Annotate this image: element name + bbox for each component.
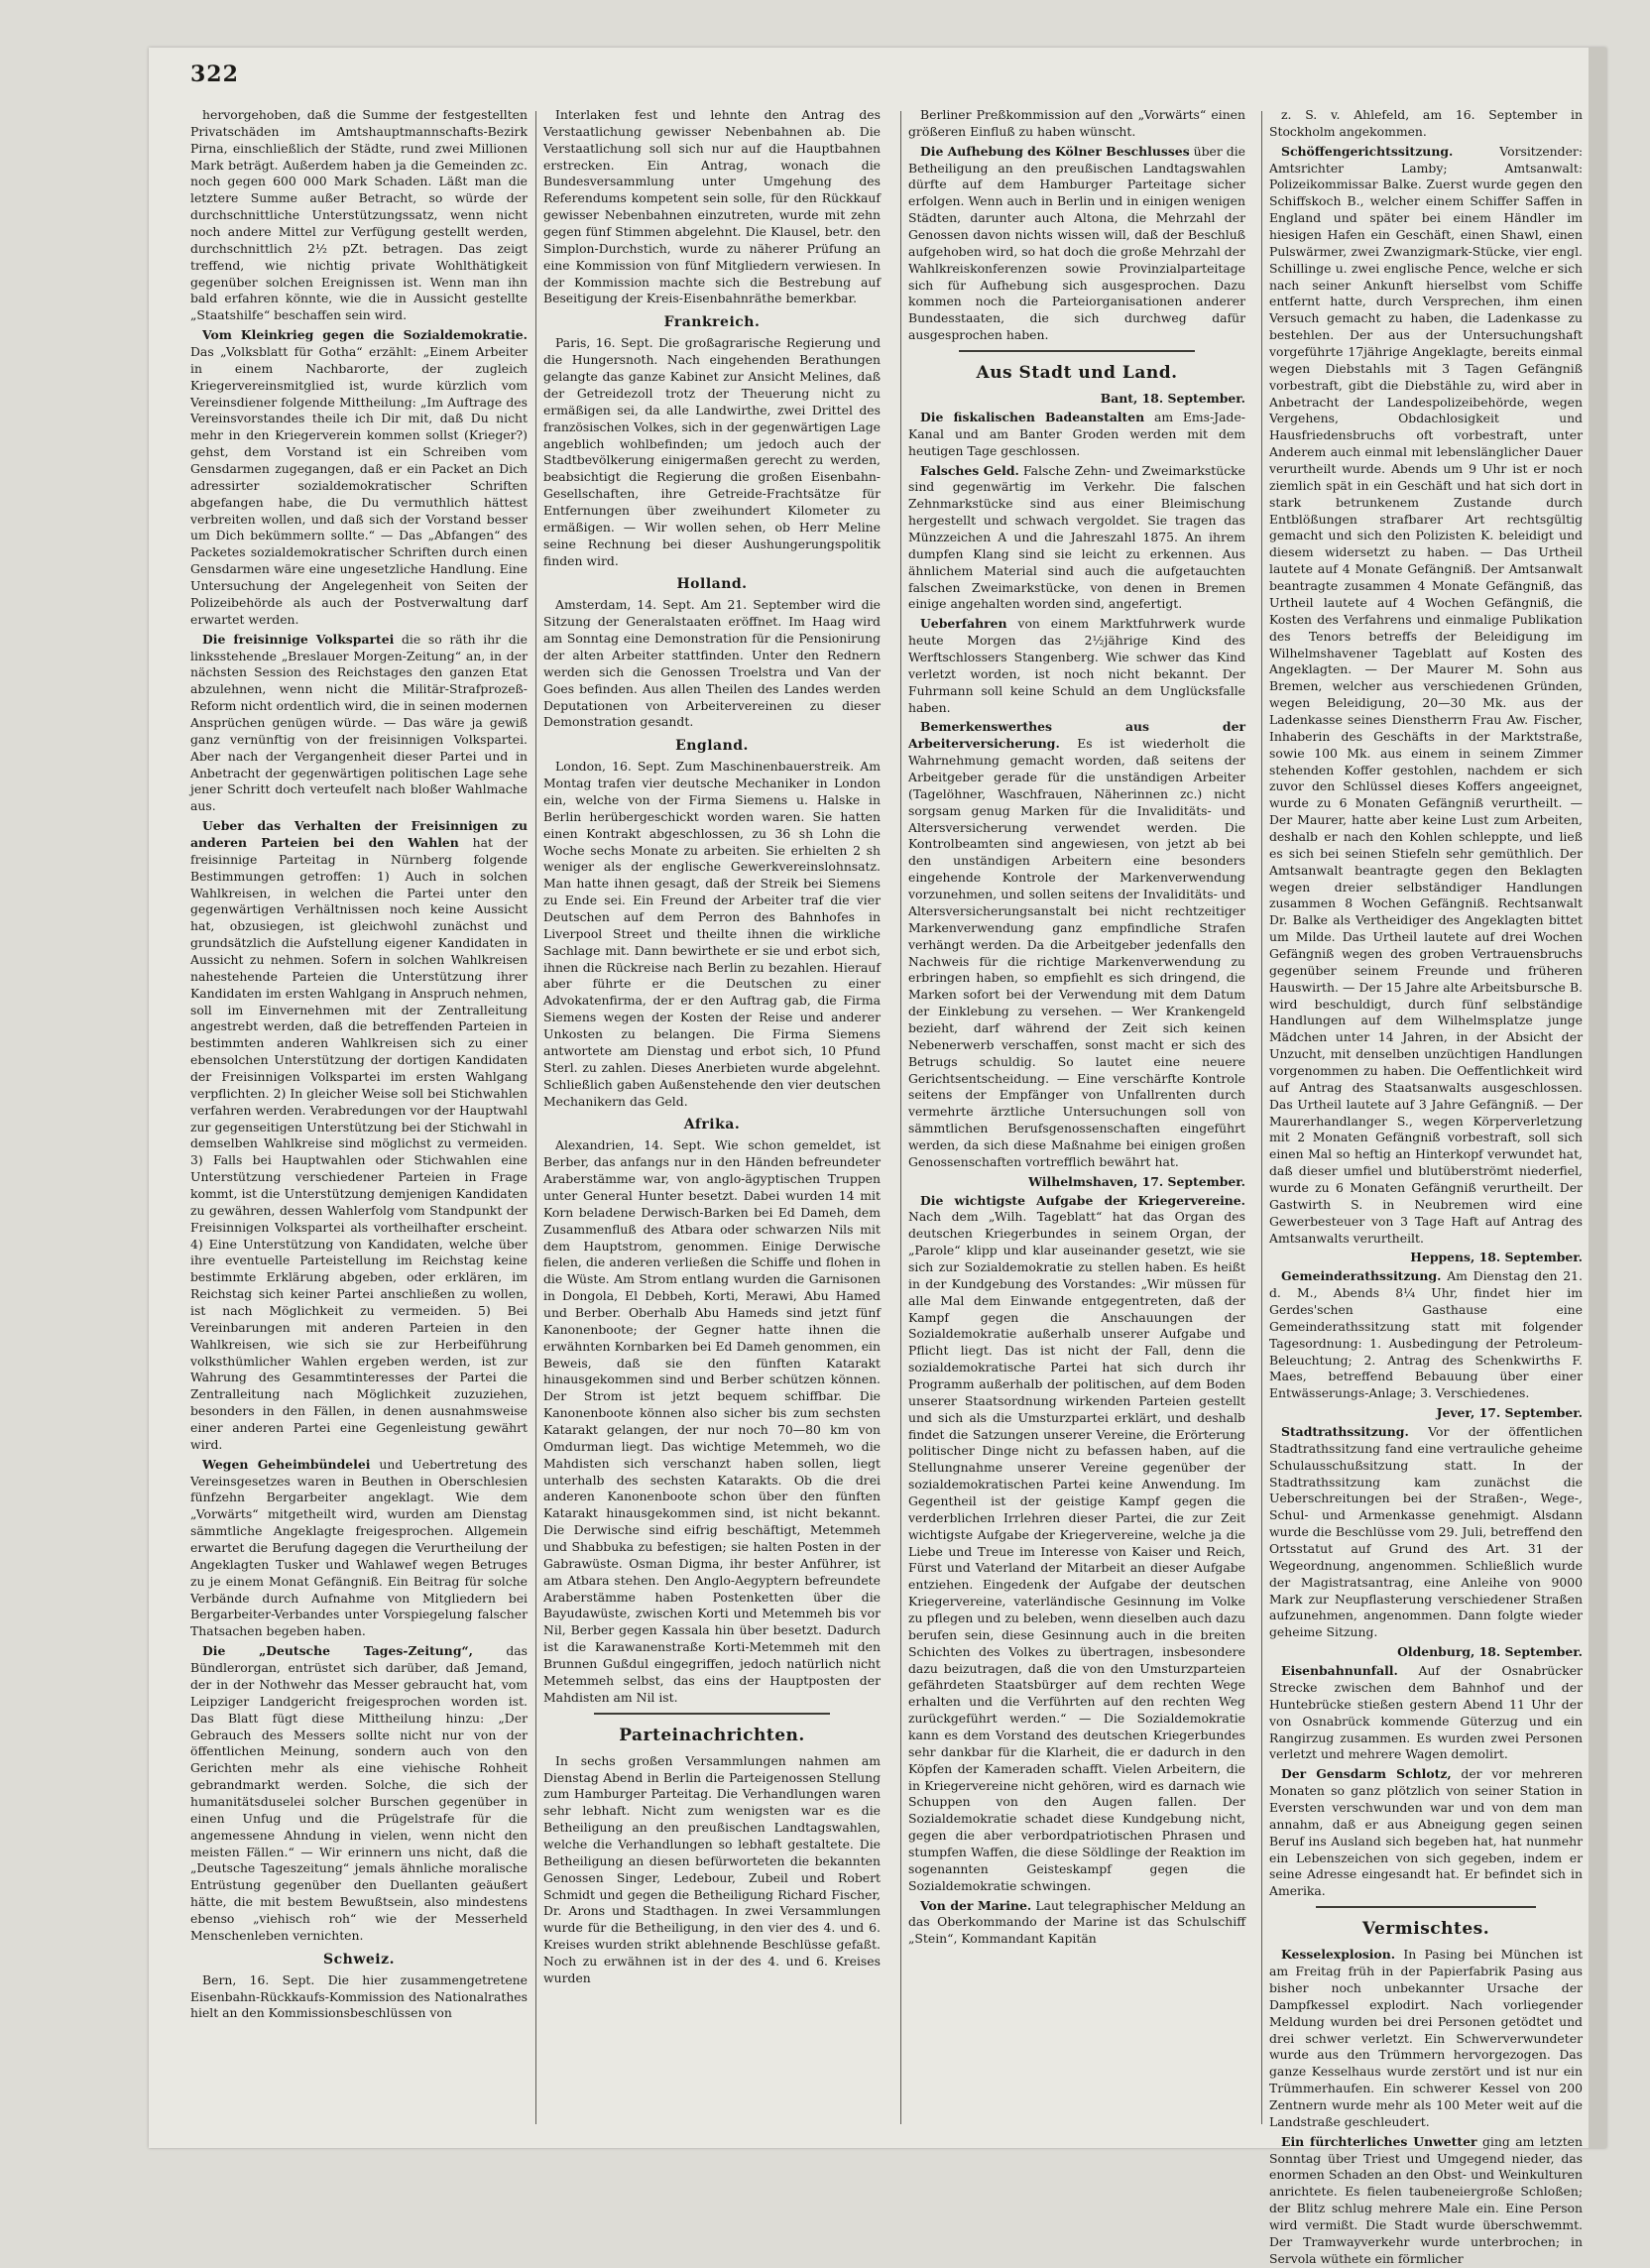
section-heading: Schweiz. [323,1951,395,1968]
item-lead: Ueber das Verhalten der Freisinnigen zu anderen Parteien bei den Wahlen [190,818,528,850]
news-item: Die wichtigste Aufgabe der Kriegervereine. Nach dem „Wilh. Tageblatt“ hat das Organ des deutschen Kriegerbundes in seinem Organ, der „Parole“ klipp und klar auseinander gesetzt, wie sie sich zur Sozialdemokratie zu stellen haben. Es heißt in der Kundgebung des Vorstandes: „Wir müssen für alle Mal dem Einwande entgegentreten, daß der Kampf gegen die Anschauungen der Sozialdemokratie außerhalb unserer Aufgabe und Pflicht liegt. Das ist nicht der Fall, denn die sozialdemokratische Partei hat sich durch ihr Programm außerhalb der politischen, auf dem Boden unserer Staatsordnung wirkenden Parteien gestellt und sich als die Umsturzpartei erklärt, und deshalb findet die Satzungen unserer Vereine, die Erörterung politischer Dinge nicht zu befassen haben, auf die Stellungnahme unserer Vereine gegenüber der sozialdemokratischen Partei keine Anwendung. Im Gegentheil ist der geistige Kampf gegen die verderblichen Irrlehren dieser Partei, die zur Zeit wichtigste Aufgabe der Kriegervereine, welche ja die Liebe und Treue im Interesse von Kaiser und Reich, Fürst und Vaterland der Mitarbeit an dieser Aufgabe entziehen. Eingedenk der Aufgabe der deutschen Kriegervereine, vaterländische Gesinnung im Volke zu pflegen und zu beleben, wenn dieselben auch dazu berufen sein, diese Gesinnung auch in die breiten Schichten des Volkes zu übertragen, insbesondere dazu beizutragen, daß die von den Umsturzparteien gefährdeten Staatsbürger auf dem rechten Wege erhalten und die Verführten auf den rechten Weg zurückgeführt werden.“ — Die Sozialdemokratie kann es dem Vorstand des deutschen Kriegerbundes sehr dankbar für die Klarheit, die er dadurch in den Köpfen der Kameraden schafft. Vielen Arbeitern, die in Kriegervereine nicht gehören, wird es darnach wie Schuppen von den Augen fallen. Der Sozialdemokratie schadet diese Kundgebung nicht, gegen die aber verbordpatriotischen Phrasen und stumpfen Waffen, die diese Söldlinge der Reaktion im sogenannten Geisteskampf gegen die Sozialdemokratie schwingen. [908,1192,1245,1893]
item-lead: Die fiskalischen Badeanstalten [920,410,1145,424]
news-item: Ueber das Verhalten der Freisinnigen zu anderen Parteien bei den Wahlen hat der freisinnige Parteitag in Nürnberg folgende Bestimmungen getroffen: 1) Auch in solchen Wahlkreisen, in welchen die Partei unter den gegenwärtigen Verhältnissen noch keine Aussicht hat, obzusiegen, ist gleichwohl zunächst und grundsätzlich die Aufstellung eigener Kandidaten in Aussicht zu nehmen. Sofern in solchen Wahlkreisen nahestehende Parteien die Unterstützung ihrer Kandidaten im ersten Wahlgang in Anspruch nehmen, soll im Einvernehmen mit der Zentralleitung angestrebt werden, daß die betreffenden Parteien in bestimmten anderen Wahlkreisen sich zu einer ebensolchen Unterstützung der dortigen Kandidaten der Freisinnigen Volkspartei im ersten Wahlgang verpflichten. 2) In gleicher Weise soll bei Stichwahlen verfahren werden. Verabredungen vor der Hauptwahl zur gegenseitigen Unterstützung bei der Stichwahl in demselben Wahlkreise sind möglichst zu vermeiden. 3) Falls bei Hauptwahlen oder Stichwahlen eine Unterstützung verschiedener Parteien in Frage kommt, ist die Unterstützung demjenigen Kandidaten zu gewähren, dessen Wahlerfolg vom Standpunkt der Freisinnigen Volkspartei als vortheilhafter erscheint. 4) Eine Unterstützung von Kandidaten, welche über ihre eventuelle Parteistellung im Reichstag keine bestimmte Erklärung abgeben, oder erklären, im Reichstag sich keiner Partei anschließen zu wollen, ist nach Möglichkeit zu vermeiden. 5) Bei Vereinbarungen mit anderen Parteien in den Wahlkreisen, wie sich sie zur Herbeiführung volksthümlicher Wahlen ergeben werden, ist zur Wahrung des Gesammtinteresses der Partei die Zentralleitung nach Möglichkeit zuzuziehen, besonders in den Fällen, in denen ausnahmsweise einer anderen Partei eine Gegenleistung gewährt wird. [190,818,528,1452]
item-lead: Ueberfahren [920,616,1007,632]
news-item: Schöffengerichtssitzung. Vorsitzender: Amtsrichter Lamby; Amtsanwalt: Polizeikommissar Balke. Zuerst wurde gegen den Schiffskoch B., welcher einem Schiffer Saffen in England und später bei einem Händler im hiesigen Hafen ein Geschäft, einen Shawl, einen Pulswärmer, zwei Zwanzigmark-Stücke, vier engl. Schillinge u. zwei englische Pence, welche er sich nach seiner Ankunft hierselbst vom Schiffe entfernt hatte, durch Versprechen, ihm einen Versuch gemacht zu haben, die Ladenkasse zu bestehlen. Der aus der Untersuchungshaft vorgeführte 17jährige Angeklagte, bereits einmal wegen Diebstahls mit 3 Tagen Gefängniß vorbestraft, gibt die Diebstähle zu, wird aber in Anbetracht der Landespolizeibehörde, wegen Vergehens, Obdachlosigkeit und Hausfriedensbruchs oft vorbestraft, unter Anderem auch einmal mit lebenslänglicher Dauer verurtheilt wurde. Abends um 9 Uhr ist er noch ziemlich spät in ein Geschäft und hat sich dort in stark betrunkenem Zustande durch Entblößungen strafbarer Art rechtsgültig gemacht und sich den Polizisten K. beleidigt und diesem widersetzt zu haben. — Das Urtheil lautete auf 4 Monate Gefängniß. Der Amtsanwalt beantragte zusammen 4 Monate Gefängniß, das Urtheil lautete auf 4 Wochen Gefängniß, die Kosten des Verfahrens und einmalige Publikation des Tenors betreffs der Beleidigung im Wilhelmshavener Tageblatt auf Kosten des Angeklagten. — Der Maurer M. Sohn aus Bremen, welcher aus verschiedenen Gründen, wegen Beleidigung, 20—30 Mk. aus der Ladenkasse seines Dienstherrn Frau Aw. Fischer, Inhaberin des Geschäfts in der Marktstraße, sowie 100 Mk. aus einem in seinem Zimmer stehenden Koffer gestohlen, nachdem er sich zuvor den Schlüssel dieses Koffers angeeignet, wurde zu 6 Monaten Gefängniß verurtheilt. — Der Maurer, hatte aber keine Lust zum Arbeiten, deshalb er nach den Kohlen schleppte, und ließ es sich bei seinen Stiefeln sehr gemüthlich. Der Amtsanwalt beantragte gegen den Beklagten wegen dreier selbständiger Handlungen zusammen 8 Wochen Gefängniß. Rechtsanwalt Dr. Balke als Vertheidiger des Angeklagten bittet um Milde. Das Urtheil lautete auf drei Wochen Gefängniß wegen des groben Vertrauensbruchs gegenüber seinem Freunde und früheren Hauswirth. — Der 15 Jahre alte Arbeitsbursche B. wird beschuldigt, durch fünf selbständige Handlungen auf dem Wilhelmsplatze junge Mädchen unter 14 Jahren, in der Absicht der Unzucht, mit denselben unzüchtigen Handlungen vorgenommen zu haben. Die Oeffentlichkeit wird auf Antrag des Staatsanwalts ausgeschlossen. Das Urtheil lautete auf 3 Jahre Gefängniß. — Der Maurerhandlanger S., wegen Körperverletzung mit 2 Monaten Gefängniß vorbestraft, soll sich einen Mal so heftig an Hinterkopf verwundet hat, daß dieser umfiel und blutüberströmt niederfiel, wurde zu 6 Monaten Gefängniß verurtheilt. Der Gastwirth S. in Neubremen wird eine Gewerbesteuer von 3 Tage Haft auf Antrag des Amtsanwalts verurtheilt. [1269,143,1583,1246]
paragraph: Alexandrien, 14. Sept. Wie schon gemeldet, ist Berber, das anfangs nur in den Händen befreundeter Araberstämme war, von anglo-ägyptischen Truppen unter General Hunter besetzt. Dabei wurden 14 mit Korn beladene Derwisch-Barken bei Ed Dameh, dem Zusammenfluß des Atbara oder schwarzen Nils mit dem Hauptstrom, genommen. Einige Derwische fielen, die anderen verließen die Schiffe und flohen in die Wüste. Am Strom entlang wurden die Garnisonen in Dongola, El Debbeh, Korti, Merawi, Abu Hamed und Berber. Oberhalb Abu Hameds sind jetzt fünf Kanonenboote; der Gegner hatte ihnen die erwähnten Kornbarken bei Ed Dameh genommen, ein Beweis, daß sie den fünften Katarakt hinausgekommen sind und Berber schützen können. Der Strom ist jetzt bequem schiffbar. Die Kanonenboote können also sicher bis zum sechsten Katarakt gelangen, der nur noch 70—80 km von Omdurman liegt. Das wichtige Metemmeh, wo die Mahdisten sich verschanzt haben sollen, liegt unterhalb des sechsten Katarakts. Ob die drei anderen Kanonenboote schon über den fünften Katarakt hinausgekommen sind, ist nicht bekannt. Die Derwische sind eifrig beschäftigt, Metemmeh und Shabbuka zu befestigen; sie halten Posten in der Gabrawüste. Osman Digma, ihr bester Anführer, ist am Atbara stehen. Den Anglo-Aegyptern befreundete Araberstämme haben Postenketten über die Bayudawüste, zwischen Korti und Metemmeh bis vor Nil, Berber gegen Kassala hin über besetzt. Dadurch ist die Karawanenstraße Korti-Metemmeh mit den Brunnen Gußdul eingegriffen, jedoch natürlich nicht Metemmeh selbst, das eins der Hauptposten der Mahdisten am Nil ist. [543,1137,881,1705]
item-lead: Schöffengerichtssitzung. [1281,143,1454,159]
paragraph: Interlaken fest und lehnte den Antrag des Verstaatlichung gewisser Nebenbahnen ab. Die Verstaatlichung soll sich nur auf die Hauptbahnen erstrecken. Ein Antrag, wonach die Bundesversammlung unter Umgehung des Referendums kompetent sein solle, für den Rückkauf gewisser Nebenbahnen einzutreten, wurde mit zehn gegen fünf Stimmen abgelehnt. Die Klausel, betr. den Simplon-Durchstich, wurde zu näherer Prüfung an eine Kommission von fünf Mitgliedern verwiesen. In der Kommission machte sich die Bestrebung auf Beseitigung der Kreis-Eisenbahnräthe bemerkbar. [543,107,881,306]
news-item: Gemeinderathssitzung. Am Dienstag den 21. d. M., Abends 8¼ Uhr, findet hier im Gerdes'schen Gasthause eine Gemeinderathssitzung statt mit folgender Tagesordnung: 1. Ausbedingung der Petroleum-Beleuchtung; 2. Antrag des Schenkwirths F. Maes, betreffend Bebauung über einer Entwässerungs-Anlage; 3. Verschiedenes. [1269,1268,1583,1401]
paragraph: In sechs großen Versammlungen nahmen am Dienstag Abend in Berlin die Parteigenossen Stellung zum Hamburger Parteitag. Die Verhandlungen waren sehr lebhaft. Nicht zum wenigsten war es die Betheiligung an den preußischen Landtagswahlen, welche die Verhandlungen so lebhaft gestaltete. Die Betheiligung an diesen befürworteten die bekannten Genossen Singer, Ledebour, Zubeil und Robert Schmidt und gegen die Betheiligung Richard Fischer, Dr. Arons und Stadthagen. In zwei Versammlungen wurde für die Betheiligung, in den vier des 4. und 6. Kreises wurden strikt ablehnende Beschlüsse gefaßt. Noch zu erwähnen ist in der des 4. und 6. Kreises wurden [543,1752,881,1985]
paragraph: hervorgehoben, daß die Summe der festgestellten Privatschäden im Amtshauptmannschafts-Bezirk Pirna, einschließlich der Städte, rund zwei Millionen Mark beträgt. Außerdem haben ja die Gemeinden zc. noch gegen 600 000 Mark Schaden. Läßt man die letztere Summe außer Betracht, so würde der durchschnittliche Unterstützungssatz, wenn nicht noch andere Mittel zur Verfügung gestellt werden, durchschnittlich 2½ pZt. betragen. Das zeigt treffend, wie nichtig private Wohlthätigkeit gegenüber solchen Ereignissen ist. Wenn man ihn bald erfahren könnte, wie die in Aussicht gestellte „Staatshilfe“ beschaffen sein wird. [190,107,528,323]
dateline: Heppens, 18. September. [1410,1250,1583,1265]
news-item: Kesselexplosion. In Pasing bei München ist am Freitag früh in der Papierfabrik Pasing aus bisher noch unbekannter Ursache der Dampfkessel explodirt. Nach vorliegender Meldung wurden bei drei Personen getödtet und drei schwer verletzt. Ein Schwerverwundeter wurde aus den Trümmern hervorgezogen. Das ganze Kesselhaus wurde zerstört und ist nur ein Trümmerhaufen. Ein schwerer Kessel von 200 Zentnern wurde mehr als 100 Meter weit auf die Landstraße geschleudert. [1269,1947,1583,2129]
news-item: Stadtrathssitzung. Vor der öffentlichen Stadtrathssitzung fand eine vertrauliche geheime Schulausschußsitzung statt. In der Stadtrathssitzung kam zunächst die Ueberschreitungen bei der Straßen-, Wege-, Schul- und Armenkasse genehmigt. Alsdann wurde die Beschlüsse vom 29. Juli, betreffend den Ortsstatut auf Grund des Art. 31 der Wegeordnung, angenommen. Schließlich wurde der Magistratsantrag, eine Anleihe von 9000 Mark zur Neupflasterung verschiedener Straßen aufzunehmen, angenommen. Dann folgte wieder geheime Sitzung. [1269,1424,1583,1640]
news-item: Von der Marine. Laut telegraphischer Meldung an das Oberkommando der Marine ist das Schulschiff „Stein“, Kommandant Kapitän [908,1897,1245,1947]
column-3 [908,107,1245,2130]
column-2 [543,107,881,2130]
item-lead: Bemerkenswerthes aus der Arbeiterversicherung. [908,719,1245,752]
column-rule [1261,111,1262,2124]
section-heading: England. [675,738,749,755]
paragraph: Paris, 16. Sept. Die großagrarische Regierung und die Hungersnoth. Nach eingehenden Berathungen gelangte das ganze Kabinet zur Ansicht Melines, daß der Getreidezoll trotz der Theuerung nicht zu ermäßigen sei, da alle Landwirthe, zwei Drittel des französischen Volkes, sich in der gegenwärtigen Lage angeblich wohlbefinden; um jedoch auch der Stadtbevölkerung einigermaßen gerecht zu werden, beabsichtigt die Regierung die großen Eisenbahn-Gesellschaften, ihre Getreide-Frachtsätze für Entfernungen über zweihundert Kilometer zu ermäßigen. — Wir wollen sehen, ob Herr Meline seine Rechnung bei dieser Aushungerungspolitik finden wird. [543,335,881,568]
paragraph: Berliner Preßkommission auf den „Vorwärts“ einen größeren Einfluß zu haben wünscht. [908,107,1245,139]
news-item: Wegen Geheimbündelei und Uebertretung des Vereinsgesetzes waren in Beuthen in Oberschlesien fünfzehn Bergarbeiter angeklagt. Wie dem „Vorwärts“ mitgetheilt wird, wurden am Dienstag sämmtliche Angeklagte freigesprochen. Allgemein erwartet die Berufung dagegen die Verurtheilung der Angeklagten Tusker und Wahlawef wegen Betruges zu je einem Monat Gefängniß. Ein Beitrag für solche Verbände durch Aufnahme von Mitgliedern bei Bergarbeiter-Verbandes unter Vorspiegelung falscher Thatsachen begeben haben. [190,1456,528,1639]
news-item: Die „Deutsche Tages-Zeitung“, das Bündlerorgan, entrüstet sich darüber, daß Jemand, der in der Nothwehr das Messer gebraucht hat, vom Leipziger Landgericht freigesprochen worden ist. Das Blatt fügt diese Mittheilung hinzu: „Der Gebrauch des Messers sollte nicht nur von der öffentlichen Meinung, sondern auch von den Gerichten mehr als eine viehische Rohheit gebrandmarkt werden. Solche, die sich der humanitätsduselei solcher Burschen gegenüber in einen Unfug und die Prügelstrafe für die angemessene Ahndung in vielen, wenn nicht den meisten Fällen.“ — Wir erinnern uns nicht, daß die „Deutsche Tageszeitung“ jemals ähnliche moralische Entrüstung gegenüber den Duellanten geäußert hätte, die mit bestem Bewußtsein, also mindestens ebenso „viehisch roh“ wie der Messerheld Menschenleben vernichten. [190,1643,528,1943]
news-item: Die Aufhebung des Kölner Beschlusses über die Betheiligung an den preußischen Landtagswahlen dürfte auf dem Hamburger Parteitage sicher erfolgen. Wenn auch in Berlin und in einigen wenigen Städten, darunter auch Altona, die Mehrzahl der Genossen davon nichts wissen will, daß der Beschluß aufgehoben wird, so hat doch die große Mehrzahl der Wahlkreiskonferenzen sowie Provinzialparteitage sich für Aufhebung sich ausgesprochen. Dazu kommen noch die Parteiorganisationen anderer Bundesstaaten, die sich durchweg dafür ausgesprochen haben. [908,143,1245,343]
news-item: Vom Kleinkrieg gegen die Sozialdemokratie. Das „Volksblatt für Gotha“ erzählt: „Einem Arbeiter in einem Nachbarorte, der zugleich Kriegervereinsmitglied ist, wurde kürzlich vom Vereinsdiener folgende Mittheilung: „Im Auftrage des Vereinsvorstandes theile ich Dir mit, daß Du nicht mehr in den Kriegerverein kommen sollst (Krieger?) gehst, dem Vorstand ist ein Schreiben vom Gensdarmen zugegangen, daß er ein Packet an Dich adressirter sozialdemokratischer Schriften abgefangen habe, die Du vermuthlich hättest verbreiten wollen, und daß sich der Vorstand besser um Dich bekümmern sollte.“ — Das „Abfangen“ des Packetes sozialdemokratischer Schriften durch einen Gensdarmen wäre eine ungesetzliche Handlung. Eine Untersuchung der Angelegenheit von Seiten der Polizeibehörde als auch der Postverwaltung darf erwartet werden. [190,327,528,627]
item-lead: Von der Marine. [920,1897,1032,1913]
separator [1316,1906,1535,1908]
paragraph: Amsterdam, 14. Sept. Am 21. September wird die Sitzung der Generalstaaten eröffnet. Im Haag wird am Sonntag eine Demonstration für die Pensionirung der alten Arbeiter stattfinden. Unter den Rednern werden sich die Genossen Troelstra und Van der Goes befinden. Aus allen Theilen des Landes werden Deputationen von Arbeitervereinen zu dieser Demonstration gesandt. [543,597,881,730]
news-item: Falsches Geld. Falsche Zehn- und Zweimarkstücke sind gegenwärtig im Verkehr. Die falschen Zehnmarkstücke sind aus einer Bleimischung hergestellt und schwach vergoldet. Sie tragen das Münzzeichen A und die Jahreszahl 1875. An ihrem dumpfen Klang sind sie leicht zu erkennen. Aus ähnlichem Material sind auch die aufgetauchten falschen Zweimarkstücke, von denen in Bremen einige angehalten worden sind, angefertigt. [908,462,1245,612]
dateline: Oldenburg, 18. September. [1397,1644,1583,1660]
section-heading: Frankreich. [663,314,761,331]
section-heading: Afrika. [683,1117,741,1134]
dateline: Wilhelmshaven, 17. September. [1028,1173,1245,1189]
dateline: Jever, 17. September. [1436,1405,1583,1421]
column-1 [190,107,528,2130]
dateline: Bant, 18. September. [1100,391,1245,407]
item-lead: Falsches Geld. [920,462,1019,478]
item-lead: Vom Kleinkrieg gegen die Sozialdemokratie. [202,327,528,343]
item-lead: Eisenbahnunfall. [1281,1663,1398,1679]
news-item: Der Gensdarm Schlotz, der vor mehreren Monaten so ganz plötzlich von seiner Station in Eversten verschwunden war und von dem man annahm, daß er aus Abneigung gegen seinen Beruf ins Ausland sich begeben hat, hat nunmehr ein Lebenszeichen von sich gegeben, indem er seine Adresse eingesandt hat. Er befindet sich in Amerika. [1269,1766,1583,1899]
separator [594,1713,830,1715]
news-item: Bemerkenswerthes aus der Arbeiterversicherung. Es ist wiederholt die Wahrnehmung gemacht worden, daß seitens der Arbeitgeber gerade für die unständigen Arbeiter (Tagelöhner, Waschfrauen, Näherinnen zc.) nicht sorgsam genug Marken für die Invaliditäts- und Altersversicherung verwendet werden. Die Kontrolbeamten sind angewiesen, von jetzt ab bei den unständigen Arbeitern eine besonders eingehende Kontrole der Markenverwendung vorzunehmen, und sollen seitens der Invaliditäts- und Altersversicherungsanstalt bei nicht rechtzeitiger Markenverwendung ganz empfindliche Strafen verhängt werden. Da die Arbeitgeber jedenfalls den Nachweis für die richtige Markenverwendung zu erbringen haben, so empfiehlt es sich dringend, die Marken sofort bei der Verwendung mit dem Datum der Einklebung zu versehen. — Wer Krankengeld bezieht, darf während der Zeit sich keinen Nebenerwerb verschaffen, sonst macht er sich des Betrugs schuldig. So lautet eine neuere Gerichtsentscheidung. — Eine verschärfte Kontrole seitens der Empfänger von Unfallrenten durch vermehrte ärztliche Untersuchungen soll von sämmtlichen Berufsgenossenschaften eingeführt werden, da sich diese Maßnahme bei einigen großen Genossenschaften vortrefflich bewährt hat. [908,719,1245,1169]
newspaper-page [149,48,1606,2266]
separator [959,350,1195,352]
item-lead: Ein fürchterliches Unwetter [1281,2133,1477,2149]
binding-edge [1589,48,1606,2148]
section-heading: Parteinachrichten. [619,1725,805,1745]
paragraph: London, 16. Sept. Zum Maschinenbauerstreik. Am Montag trafen vier deutsche Mechaniker in London ein, welche von der Firma Siemens u. Halske in Berlin herübergeschickt worden waren. Sie hatten einen Kontrakt abgeschlossen, zu 36 sh Lohn die Woche sechs Monate zu arbeiten. Sie erhielten 2 sh weniger als der englische Gewerkvereinslohnsatz. Man hatte ihnen gesagt, daß der Streik bei Siemens zu Ende sei. Ein Freund der Arbeiter traf die vier Deutschen auf dem Perron des Bahnhofes in Liverpool Street und theilte ihnen die wirkliche Sachlage mit. Dann bewirthete er sie und erbot sich, ihnen die Rückreise nach Berlin zu bezahlen. Hierauf aber führte er die Deutschen zu einer Advokatenfirma, der er den Auftrag gab, die Firma Siemens wegen der Kosten der Reise und anderer Unkosten zu belangen. Die Firma Siemens antwortete am Dienstag und erbot sich, 10 Pfund Sterl. zu zahlen. Dieses Anerbieten wurde abgelehnt. Schließlich gaben Außenstehende den vier deutschen Mechanikern das Geld. [543,759,881,1109]
section-heading: Aus Stadt und Land. [976,363,1178,384]
item-lead: Die Aufhebung des Kölner Beschlusses [920,143,1190,159]
page-number: 322 [190,61,239,87]
news-item: Ein fürchterliches Unwetter ging am letzten Sonntag über Triest und Umgegend nieder, das enormen Schaden an den Obst- und Weinkulturen anrichtete. Es fielen taubeneiergroße Schloßen; der Blitz schlug mehrere Male ein. Eine Person wird vermißt. Die Stadt wurde überschwemmt. Der Tramwayverkehr wurde unterbrochen; in Servola wüthete ein förmlicher [1269,2133,1583,2266]
news-item: Die freisinnige Volkspartei die so räth ihr die linksstehende „Breslauer Morgen-Zeitung“ an, in der nächsten Session des Reichstages den ganzen Etat abzulehnen, wenn nicht die Militär-Strafprozeß-Reform nicht ordentlich wird, die in seinen modernen Ansprüchen genügen würde. — Das wäre ja gewiß ganz vernünftig von der freisinnigen Volkspartei. Aber nach der Vergangenheit dieser Partei und in Anbetracht der gegenwärtigen politischen Lage sehe jener Schritt doch verteufelt nach bloßer Wahlmache aus. [190,631,528,814]
item-lead: Der Gensdarm Schlotz, [1281,1766,1452,1782]
news-item: Die fiskalischen Badeanstalten am Ems-Jade-Kanal und am Banter Groden werden mit dem heutigen Tage geschlossen. [908,410,1245,458]
item-lead: Stadtrathssitzung. [1281,1424,1409,1440]
news-item: Eisenbahnunfall. Auf der Osnabrücker Strecke zwischen dem Bahnhof und der Huntebrücke stießen gestern Abend 11 Uhr der von Osnabrück kommende Güterzug und ein Rangirzug zusammen. Es wurden zwei Personen verletzt und mehrere Wagen demolirt. [1269,1663,1583,1762]
column-rule [535,111,536,2124]
item-lead: Gemeinderathssitzung. [1281,1268,1442,1284]
item-lead: Die freisinnige Volkspartei [202,631,395,647]
paragraph: z. S. v. Ahlefeld, am 16. September in Stockholm angekommen. [1269,107,1583,139]
section-heading: Holland. [676,576,748,593]
paragraph: Bern, 16. Sept. Die hier zusammengetretene Eisenbahn-Rückkaufs-Kommission des Nationalrathes hielt an den Kommissionsbeschlüssen von [190,1971,528,2021]
column-rule [900,111,901,2124]
item-lead: Die wichtigste Aufgabe der Kriegervereine. [920,1192,1245,1208]
item-lead: Die „Deutsche Tages-Zeitung“, [202,1643,473,1659]
item-lead: Kesselexplosion. [1281,1947,1396,1963]
column-4 [1269,107,1583,2266]
item-lead: Wegen Geheimbündelei [202,1456,371,1472]
section-heading: Vermischtes. [1361,1919,1490,1940]
news-item: Ueberfahren von einem Marktfuhrwerk wurde heute Morgen das 2½jährige Kind des Werftschlossers Stangenberg. Wie schwer das Kind verletzt worden, ist noch nicht bekannt. Der Fuhrmann soll keine Schuld an dem Unglücksfalle haben. [908,616,1245,715]
